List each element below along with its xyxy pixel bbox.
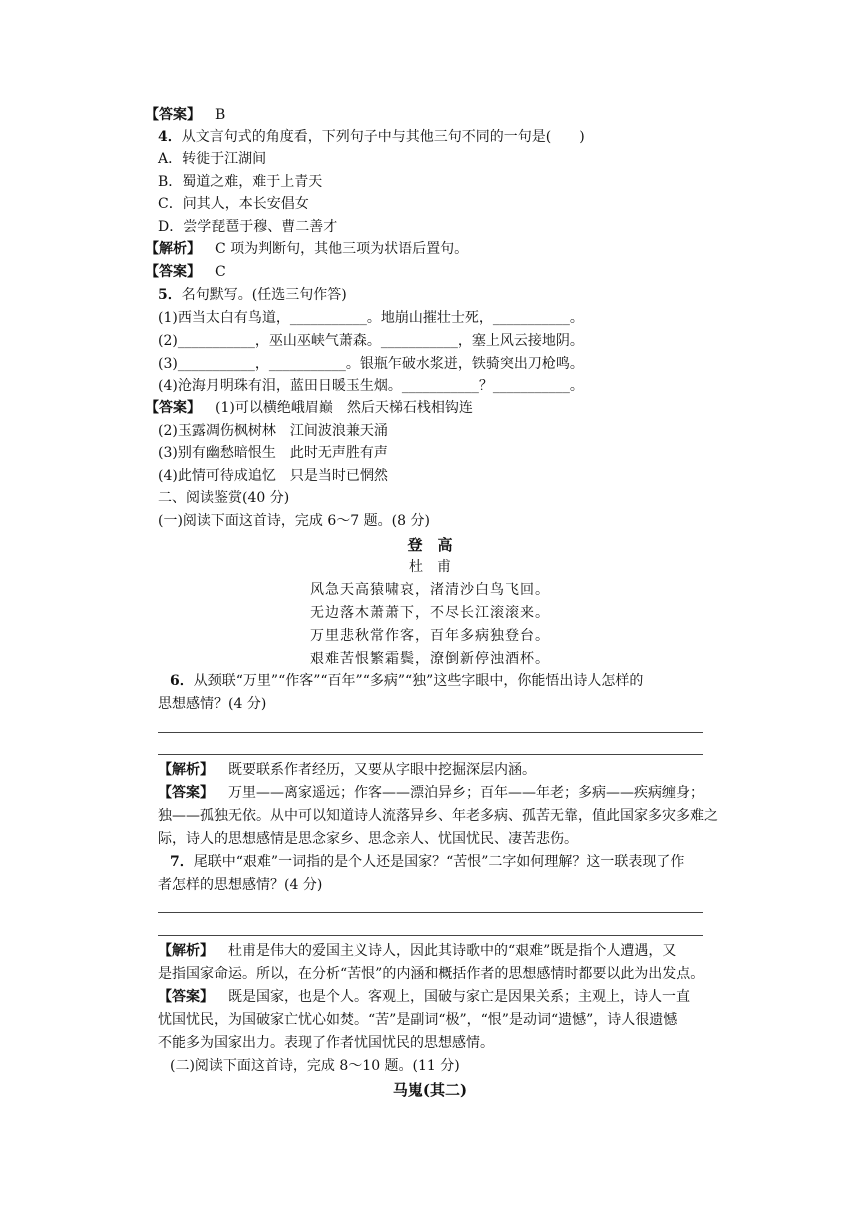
question-4: 4．从文言句式的角度看，下列句子中与其他三句不同的一句是( ) [158, 129, 585, 145]
answer-line: 【答案】 B [145, 107, 226, 123]
answer-6-cont: 际，诗人的思想感情是思念家乡、思念亲人、忧国忧民、凄苦悲伤。 [158, 831, 578, 847]
answer-rule [158, 754, 703, 755]
option-d: D．尝学琵琶于穆、曹二善才 [158, 219, 338, 235]
answer-rule [158, 732, 703, 733]
poem-line: 万里悲秋常作客，百年多病独登台。 [310, 628, 550, 644]
answer-rule [158, 935, 703, 936]
blank-line-1: (1)西当太白有鸟道，___________。地崩山摧壮士死，___________。 [158, 310, 584, 326]
option-c: C．问其人，本长安倡女 [158, 196, 309, 212]
answer-3: (3)别有幽愁暗恨生 此时无声胜有声 [158, 445, 388, 461]
answer-7-cont: 不能多为国家出力。表现了作者忧国忧民的思想感情。 [158, 1035, 494, 1051]
blank-line-3: (3)___________，___________。银瓶乍破水浆迸，铁骑突出刀枪鸣。 [158, 356, 584, 372]
answer-4: (4)此情可待成追忆 只是当时已惘然 [158, 468, 388, 484]
question-7-cont: 者怎样的思想感情？(4 分) [158, 877, 323, 893]
option-b: B．蜀道之难，难于上青天 [158, 174, 323, 190]
answer-line: 【答案】 C [145, 264, 226, 280]
answer-line: 【答案】 (1)可以横绝峨眉巅 然后天梯石栈相钩连 [145, 400, 473, 416]
blank-line-2: (2)___________，巫山巫峡气萧森。___________，塞上风云接地阴。 [158, 333, 584, 349]
question-5: 5．名句默写。(任选三句作答) [158, 287, 347, 303]
answer-rule [158, 912, 703, 913]
answer-7: 【答案】 既是国家，也是个人。客观上，国破与家亡是因果关系；主观上，诗人一直 [158, 989, 690, 1005]
answer-2: (2)玉露凋伤枫树林 江间波浪兼天涌 [158, 423, 388, 439]
answer-6-cont: 独——孤独无依。从中可以知道诗人流落异乡、年老多病、孤苦无靠，值此国家多灾多难之 [158, 808, 718, 824]
analysis-6: 【解析】 既要联系作者经历，又要从字眼中挖掘深层内涵。 [158, 762, 536, 778]
poem-line: 无边落木萧萧下，不尽长江滚滚来。 [310, 605, 550, 621]
analysis-7-cont: 是指国家命运。所以，在分析“苦恨”的内涵和概括作者的思想感情时都要以此为出发点。 [158, 966, 705, 982]
poem-author: 杜 甫 [409, 559, 451, 575]
poem-title: 登 高 [407, 536, 453, 554]
section-2-intro: (二)阅读下面这首诗，完成 8～10 题。(11 分) [170, 1058, 460, 1074]
section-heading: 二、阅读鉴赏(40 分) [158, 490, 290, 506]
answer-7-cont: 忧国忧民，为国破家亡忧心如焚。“苦”是副词“极”，“恨”是动词“遗憾”，诗人很遗憾 [158, 1012, 678, 1028]
analysis-line: 【解析】 C 项为判断句，其他三项为状语后置句。 [145, 241, 469, 257]
poem-line: 艰难苦恨繁霜鬓，潦倒新停浊酒杯。 [310, 651, 550, 667]
question-6-cont: 思想感情？(4 分) [158, 696, 267, 712]
question-7: 7．尾联中“艰难”一词指的是个人还是国家？“苦恨”二字如何理解？这一联表现了作 [170, 854, 685, 870]
question-6: 6．从颈联“万里”“作客”“百年”“多病”“独”这些字眼中，你能悟出诗人怎样的 [170, 673, 644, 689]
analysis-7: 【解析】 杜甫是伟大的爱国主义诗人，因此其诗歌中的“艰难”既是指个人遭遇，又 [158, 943, 677, 959]
answer-6: 【答案】 万里——离家遥远；作客——漂泊异乡；百年——年老；多病——疾病缠身； [158, 785, 704, 801]
section-1-intro: (一)阅读下面这首诗，完成 6～7 题。(8 分) [158, 513, 430, 529]
option-a: A．转徙于江湖间 [158, 151, 267, 167]
poem-line: 风急天高猿啸哀，渚清沙白鸟飞回。 [310, 582, 550, 598]
blank-line-4: (4)沧海月明珠有泪，蓝田日暖玉生烟。___________？___________。 [158, 378, 584, 394]
poem2-title: 马嵬(其二) [392, 1081, 468, 1099]
